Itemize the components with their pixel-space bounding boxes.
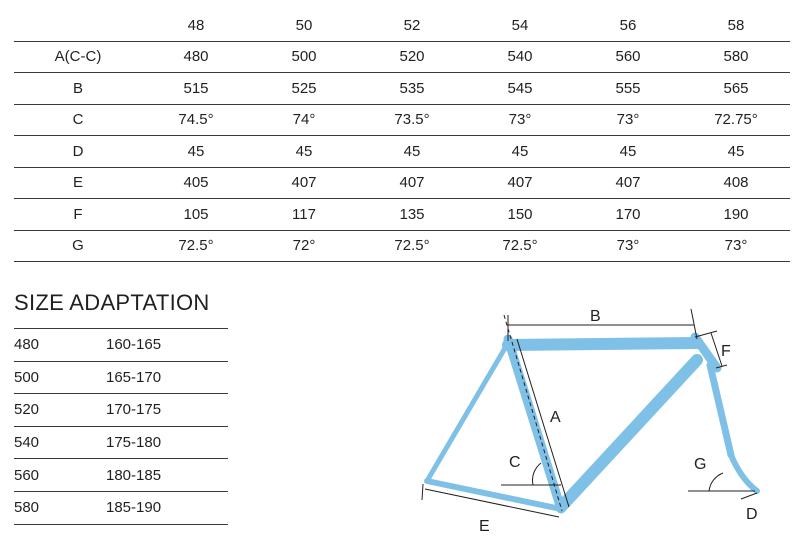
geometry-header-row [14, 10, 790, 41]
geometry-cell: 135 [358, 199, 466, 231]
frame-size-cell: 540 [14, 426, 106, 459]
c-angle-arc [533, 463, 541, 485]
geometry-cell: 45 [250, 136, 358, 168]
geometry-cell: 560 [574, 41, 682, 73]
geometry-cell: 580 [682, 41, 790, 73]
geometry-row [14, 41, 790, 73]
label-f: F [721, 343, 731, 360]
a-measure-line [517, 339, 569, 507]
geometry-row-label: F [14, 199, 142, 231]
geometry-row [14, 104, 790, 136]
geometry-cell: 525 [250, 73, 358, 105]
size-adaptation-row [14, 329, 228, 362]
geometry-cell: 74° [250, 104, 358, 136]
header-cell-corner [14, 10, 142, 41]
header-cell-size-48: 48 [142, 10, 250, 41]
geometry-cell: 45 [142, 136, 250, 168]
geometry-cell: 73° [466, 104, 574, 136]
geometry-row [14, 199, 790, 231]
geometry-cell: 555 [574, 73, 682, 105]
geometry-cell: 407 [466, 167, 574, 199]
down-tube [561, 360, 697, 507]
geometry-cell: 515 [142, 73, 250, 105]
geometry-row-label: A(C-C) [14, 41, 142, 73]
geometry-row [14, 136, 790, 168]
geometry-row [14, 230, 790, 262]
e-extension-left [422, 484, 423, 500]
geometry-cell: 45 [466, 136, 574, 168]
geometry-cell: 407 [250, 167, 358, 199]
size-adaptation-row [14, 426, 228, 459]
geometry-cell: 540 [466, 41, 574, 73]
geometry-cell: 72° [250, 230, 358, 262]
geometry-cell: 407 [574, 167, 682, 199]
geometry-cell: 72.5° [358, 230, 466, 262]
geometry-cell: 73° [682, 230, 790, 262]
frame-tubes [427, 337, 757, 509]
rider-height-cell: 165-170 [106, 361, 228, 394]
frame-size-cell: 560 [14, 459, 106, 492]
geometry-cell: 535 [358, 73, 466, 105]
geometry-cell: 72.5° [466, 230, 574, 262]
size-adaptation-row [14, 361, 228, 394]
geometry-cell: 73.5° [358, 104, 466, 136]
geometry-cell: 480 [142, 41, 250, 73]
geometry-row-label: D [14, 136, 142, 168]
seat-stay-tube [427, 343, 508, 481]
geometry-cell: 45 [358, 136, 466, 168]
geometry-cell: 45 [574, 136, 682, 168]
rider-height-cell: 175-180 [106, 426, 228, 459]
size-adaptation-table [14, 328, 228, 525]
geometry-cell: 73° [574, 230, 682, 262]
rider-height-cell: 185-190 [106, 491, 228, 524]
fork [710, 365, 731, 455]
header-cell-size-58: 58 [682, 10, 790, 41]
header-cell-size-50: 50 [250, 10, 358, 41]
frame-size-cell: 580 [14, 491, 106, 524]
geometry-cell: 72.5° [142, 230, 250, 262]
geometry-cell: 45 [682, 136, 790, 168]
label-c: C [509, 454, 521, 471]
label-a: A [550, 409, 561, 426]
bike-frame-diagram [405, 295, 795, 535]
geometry-row-label: G [14, 230, 142, 262]
geometry-cell: 170 [574, 199, 682, 231]
geometry-cell: 500 [250, 41, 358, 73]
geometry-row-label: C [14, 104, 142, 136]
geometry-cell: 545 [466, 73, 574, 105]
geometry-cell: 117 [250, 199, 358, 231]
size-adaptation-row [14, 491, 228, 524]
label-d: D [746, 506, 758, 523]
header-cell-size-52: 52 [358, 10, 466, 41]
rider-height-cell: 170-175 [106, 394, 228, 427]
geometry-cell: 190 [682, 199, 790, 231]
geometry-cell: 72.75° [682, 104, 790, 136]
top-tube [508, 343, 697, 345]
geometry-cell: 407 [358, 167, 466, 199]
label-e: E [479, 518, 490, 535]
frame-size-cell: 480 [14, 329, 106, 362]
frame-size-cell: 500 [14, 361, 106, 394]
geometry-cell: 105 [142, 199, 250, 231]
size-adaptation-row [14, 394, 228, 427]
geometry-cell: 405 [142, 167, 250, 199]
geometry-row [14, 73, 790, 105]
rider-height-cell: 180-185 [106, 459, 228, 492]
geometry-cell: 73° [574, 104, 682, 136]
geometry-cell: 520 [358, 41, 466, 73]
size-adaptation-title: SIZE ADAPTATION [14, 290, 210, 315]
geometry-cell: 150 [466, 199, 574, 231]
geometry-row-label: B [14, 73, 142, 105]
header-cell-size-56: 56 [574, 10, 682, 41]
g-angle-arc [709, 473, 723, 491]
fork-rake [731, 455, 757, 491]
header-cell-size-54: 54 [466, 10, 574, 41]
size-adaptation-row [14, 459, 228, 492]
d-measure-line [741, 493, 757, 499]
label-b: B [590, 308, 601, 325]
geometry-table [14, 10, 790, 262]
rider-height-cell: 160-165 [106, 329, 228, 362]
geometry-cell: 408 [682, 167, 790, 199]
label-g: G [694, 456, 707, 473]
geometry-cell: 74.5° [142, 104, 250, 136]
frame-size-cell: 520 [14, 394, 106, 427]
geometry-row [14, 167, 790, 199]
geometry-row-label: E [14, 167, 142, 199]
geometry-cell: 565 [682, 73, 790, 105]
